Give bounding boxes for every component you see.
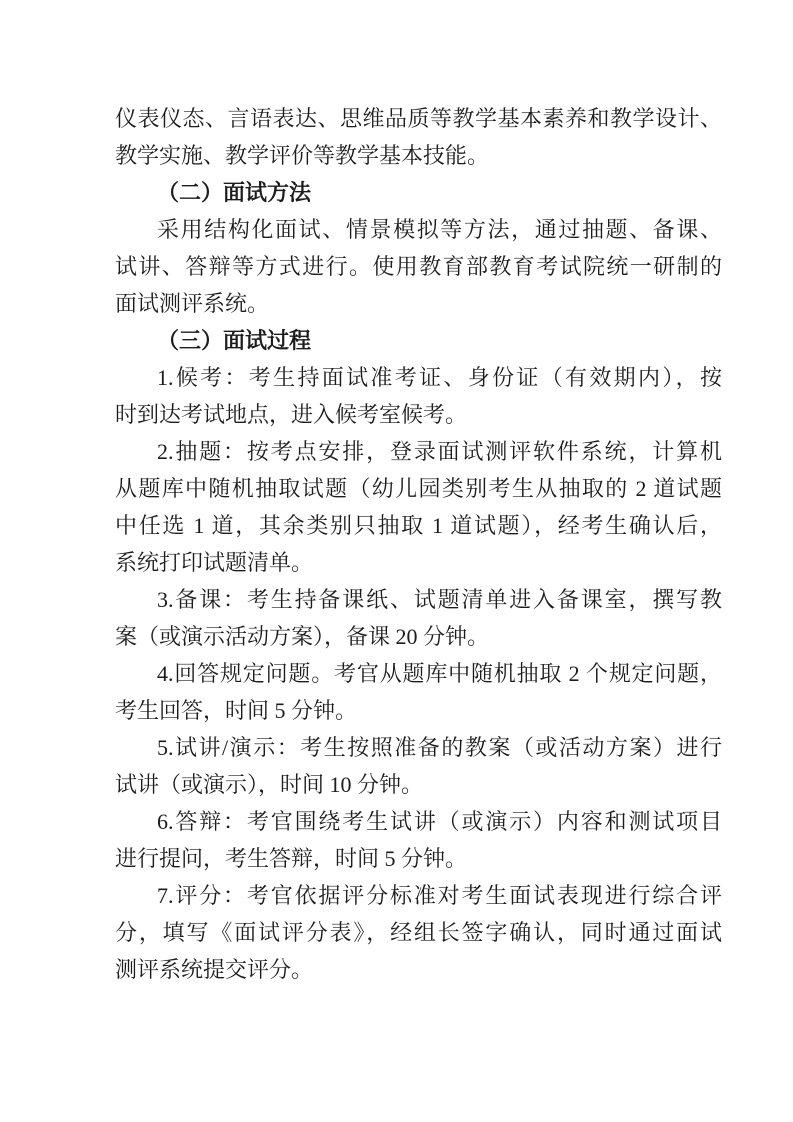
text-line: 4.回答规定问题。考官从题库中随机抽取 2 个规定问题， xyxy=(157,661,722,686)
text-line: 试讲、答辩等方式进行。使用教育部教育考试院统一研制的 xyxy=(115,254,722,279)
text-line: 采用结构化面试、情景模拟等方法，通过抽题、备课、 xyxy=(157,217,722,242)
text-line: 案（或演示活动方案），备课 20 分钟。 xyxy=(115,624,490,649)
text-line: 6.答辩：考官围绕考生试讲（或演示）内容和测试项目 xyxy=(157,809,722,834)
text-line: 从题库中随机抽取试题（幼儿园类别考生从抽取的 2 道试题 xyxy=(115,476,722,501)
text-line: 5.试讲/演示：考生按照准备的教案（或活动方案）进行 xyxy=(157,735,722,760)
text-line: 面试测评系统。 xyxy=(115,291,270,316)
section-heading-interview-method: （二）面试方法 xyxy=(157,180,312,205)
text-line: 3.备课：考生持备课纸、试题清单进入备课室，撰写教 xyxy=(157,587,722,612)
text-line: 2.抽题：按考点安排，登录面试测评软件系统，计算机 xyxy=(157,439,722,464)
text-line: 试讲（或演示），时间 10 分钟。 xyxy=(115,772,424,797)
text-line: 7.评分：考官依据评分标准对考生面试表现进行综合评 xyxy=(157,883,722,908)
text-line: 考生回答，时间 5 分钟。 xyxy=(115,698,358,723)
text-line: 分，填写《面试评分表》，经组长签字确认，同时通过面试 xyxy=(115,920,722,945)
document-text-block xyxy=(115,100,722,988)
text-line: 仪表仪态、言语表达、思维品质等教学基本素养和教学设计、 xyxy=(115,106,722,131)
text-line: 系统打印试题清单。 xyxy=(115,550,314,575)
text-line: 时到达考试地点，进入候考室候考。 xyxy=(115,402,468,427)
text-line: 测评系统提交评分。 xyxy=(115,957,314,982)
text-line: 进行提问，考生答辩，时间 5 分钟。 xyxy=(115,846,468,871)
text-line: 1.候考：考生持面试准考证、身份证（有效期内），按 xyxy=(157,365,722,390)
text-line: 中任选 1 道，其余类别只抽取 1 道试题），经考生确认后， xyxy=(115,513,722,538)
section-heading-interview-process: （三）面试过程 xyxy=(157,328,312,353)
text-line: 教学实施、教学评价等教学基本技能。 xyxy=(115,143,490,168)
